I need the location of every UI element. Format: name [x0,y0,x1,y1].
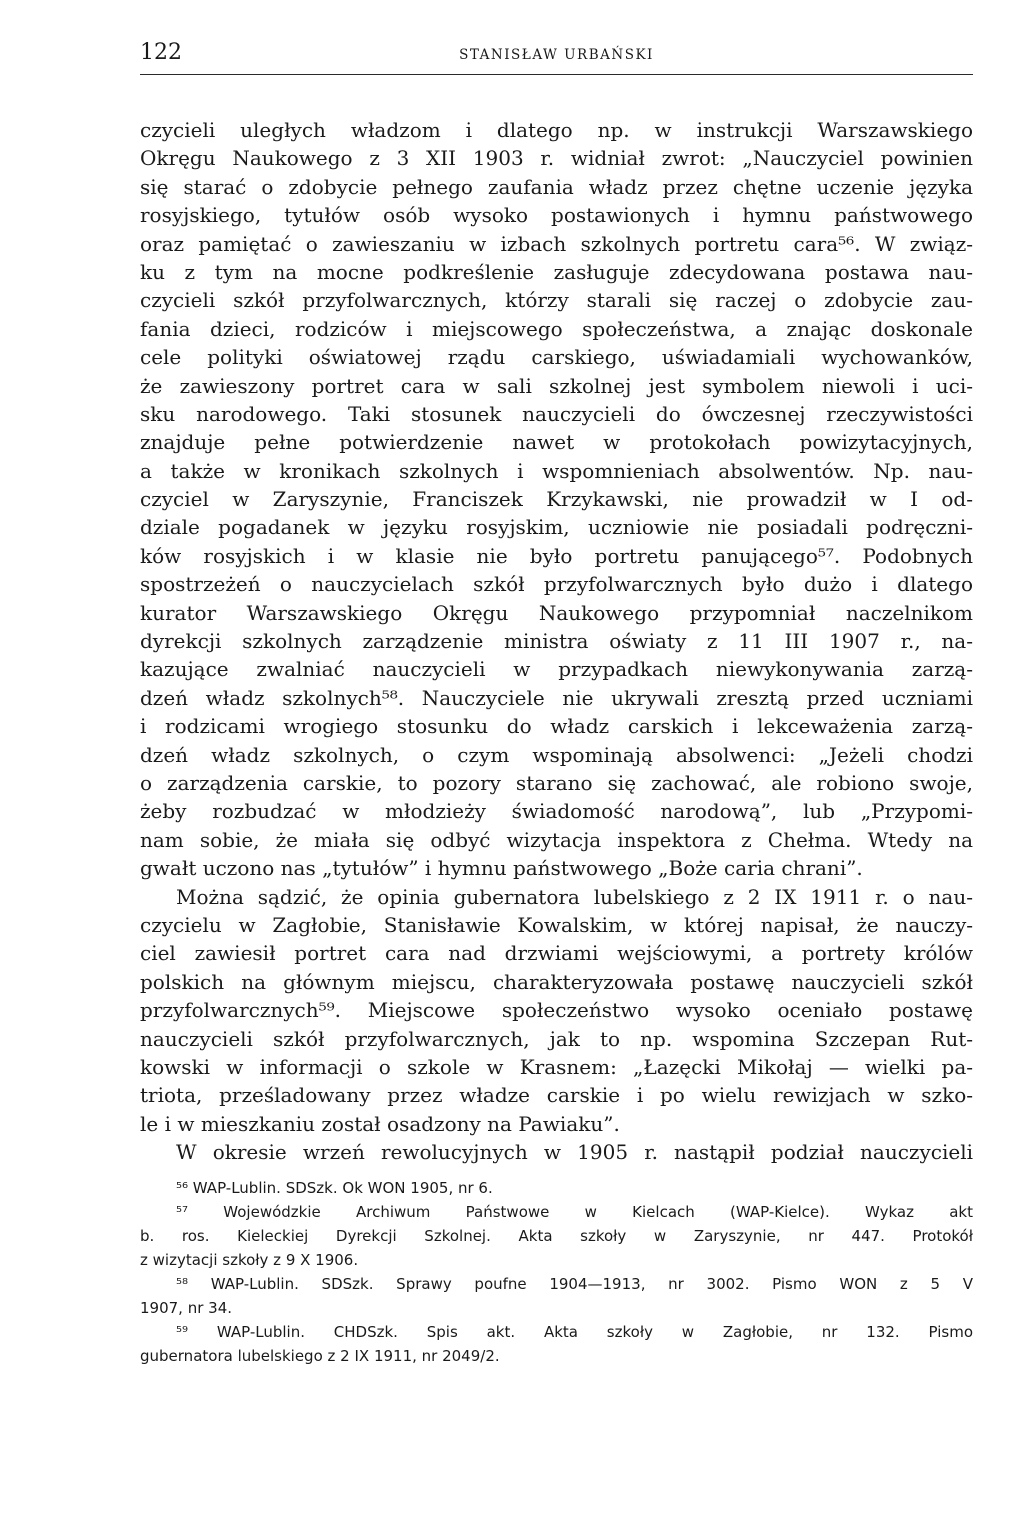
body-line: Okręgu Naukowego z 3 XII 1903 r. widniał zwrot: „Nauczyciel powinien [140,146,973,171]
body-line: spostrzeżeń o nauczycielach szkół przyfolwarcznych było dużo i dlatego [140,572,973,597]
body-line: ków rosyjskich i w klasie nie było portretu panującego⁵⁷. Podobnych [140,543,973,568]
page-number: 122 [140,40,182,65]
footnote-line: ⁵⁷ Wojewódzkie Archiwum Państwowe w Kielcach (WAP-Kielce). Wykaz akt [176,1203,973,1222]
body-line: dzeń władz szkolnych⁵⁸. Nauczyciele nie ukrywali zresztą przed uczniami [140,685,973,710]
footnote-line: 1907, nr 34. [140,1299,233,1318]
body-line: gwałt uczono nas „tytułów” i hymnu państwowego „Boże caria chrani”. [140,856,863,881]
body-line: czycielu w Zagłobie, Stanisławie Kowalskim, w której napisał, że nauczy- [140,912,973,937]
body-line: dzeń władz szkolnych, o czym wspominają absolwenci: „Jeżeli chodzi [140,742,973,767]
footnote-line: ⁵⁹ WAP-Lublin. CHDSzk. Spis akt. Akta szkoły w Zagłobie, nr 132. Pismo [176,1323,973,1342]
body-line: triota, prześladowany przez władze carskie i po wielu rewizjach w szko- [140,1083,973,1108]
body-line: się starać o zdobycie pełnego zaufania władz przez chętne uczenie języka [140,174,973,199]
body-line: oraz pamiętać o zawieszaniu w izbach szkolnych portretu cara⁵⁶. W związ- [140,231,973,256]
body-line: fania dzieci, rodziców i miejscowego społeczeństwa, a znając doskonale [140,316,973,341]
body-line: le i w mieszkaniu został osadzony na Pawiaku”. [140,1111,620,1136]
body-line: przyfolwarcznych⁵⁹. Miejscowe społeczeństwo wysoko oceniało postawę [140,998,973,1023]
body-line: dziale pogadanek w języku rosyjskim, uczniowie nie posiadali podręczni- [140,515,973,540]
body-line: czycieli uległych władzom i dlatego np. w instrukcji Warszawskiego [140,118,973,142]
body-line: rosyjskiego, tytułów osób wysoko postawionych i hymnu państwowego [140,203,973,228]
body-line: że zawieszony portret cara w sali szkolnej jest symbolem niewoli i uci- [140,373,973,398]
book-page [140,40,973,1368]
footnotes [140,1176,973,1368]
footnote-line: ⁵⁶ WAP-Lublin. SDSzk. Ok WON 1905, nr 6. [176,1179,493,1198]
body-line: Można sądzić, że opinia gubernatora lubelskiego z 2 IX 1911 r. o nau- [176,884,973,909]
running-head [140,40,973,75]
body-line: kurator Warszawskiego Okręgu Naukowego przypomniał naczelnikom [140,600,973,625]
body-line: znajduje pełne potwierdzenie nawet w protokołach powizytacyjnych, [140,430,973,455]
footnote-line: gubernatora lubelskiego z 2 IX 1911, nr 2049/2. [140,1347,500,1366]
body-line: o zarządzenia carskie, to pozory starano się zachować, ale robiono swoje, [140,770,973,795]
body-line: nam sobie, że miała się odbyć wizytacja inspektora z Chełma. Wtedy na [140,827,973,852]
body-line: polskich na głównym miejscu, charakteryzowała postawę nauczycieli szkół [140,969,973,994]
body-line: kowski w informacji o szkole w Krasnem: „Łazęcki Mikołaj — wielki pa- [140,1054,973,1079]
body-line: sku narodowego. Taki stosunek nauczycieli do ówczesnej rzeczywistości [140,401,973,426]
body-line: W okresie wrzeń rewolucyjnych w 1905 r. nastąpił podział nauczycieli [176,1140,973,1165]
body-line: i rodzicami wrogiego stosunku do władz carskich i lekceważenia zarzą- [140,714,973,739]
body-line: kazujące zwalniać nauczycieli w przypadkach niewykonywania zarzą- [140,657,973,682]
body-line: ciel zawiesił portret cara nad drzwiami wejściowymi, a portrety królów [140,941,973,966]
footnote-line: b. ros. Kieleckiej Dyrekcji Szkolnej. Akta szkoły w Zaryszynie, nr 447. Protokół [140,1227,973,1246]
running-title: STANISŁAW URBAŃSKI [459,47,654,63]
body-line: nauczycieli szkół przyfolwarcznych, jak to np. wspomina Szczepan Rut- [140,1026,973,1051]
body-line: żeby rozbudzać w młodzieży świadomość narodową”, lub „Przypomi- [140,799,973,824]
footnote-line: z wizytacji szkoły z 9 X 1906. [140,1251,359,1270]
body-line: czycieli szkół przyfolwarcznych, którzy starali się raczej o zdobycie zau- [140,288,973,313]
body-line: cele polityki oświatowej rządu carskiego, uświadamiali wychowanków, [140,345,973,370]
body-text [140,116,973,1166]
footnote-line: ⁵⁸ WAP-Lublin. SDSzk. Sprawy poufne 1904—1913, nr 3002. Pismo WON z 5 V [176,1275,973,1294]
body-line: czyciel w Zaryszynie, Franciszek Krzykawski, nie prowadził w I od- [140,487,973,512]
body-line: a także w kronikach szkolnych i wspomnieniach absolwentów. Np. nau- [140,458,973,483]
body-line: dyrekcji szkolnych zarządzenie ministra oświaty z 11 III 1907 r., na- [140,629,973,654]
body-line: ku z tym na mocne podkreślenie zasługuje zdecydowana postawa nau- [140,259,973,284]
